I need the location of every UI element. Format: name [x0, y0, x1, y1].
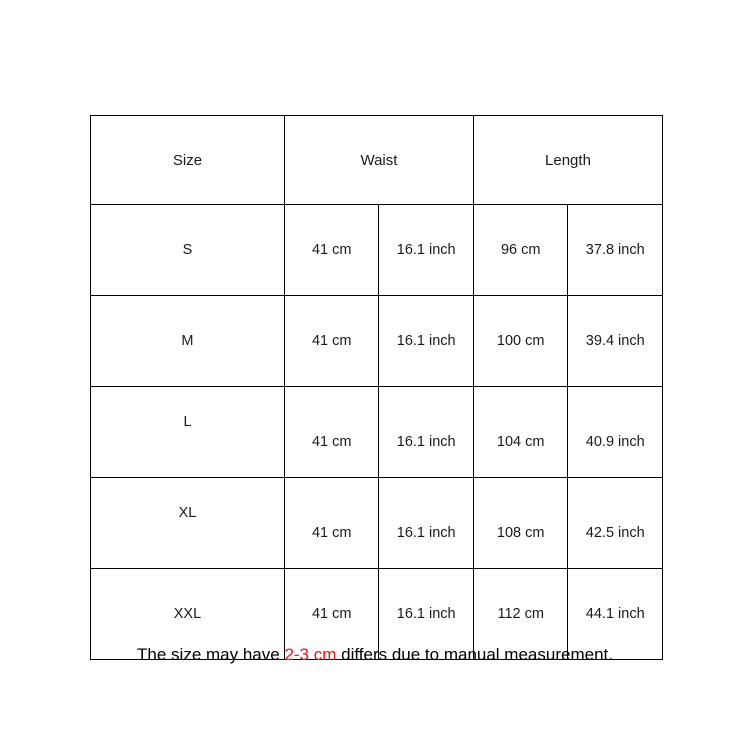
cell-length-cm: 100 cm [473, 296, 568, 387]
cell-waist-cm: 41 cm [284, 488, 379, 579]
cell-length-inch: 42.5 inch [568, 488, 663, 579]
cell-waist-cm: 41 cm [284, 569, 379, 660]
note-prefix: The size may have [137, 645, 285, 664]
cell-length-cm: 108 cm [473, 488, 568, 579]
table-header-row [91, 116, 663, 205]
cell-waist-inch: 16.1 inch [379, 569, 474, 660]
header-cell-waist: Waist [284, 116, 473, 205]
cell-waist-inch: 16.1 inch [379, 296, 474, 387]
cell-size: XL [91, 468, 285, 559]
table-row [91, 387, 663, 478]
cell-length-cm: 112 cm [473, 569, 568, 660]
cell-size: S [91, 205, 285, 296]
cell-waist-cm: 41 cm [284, 397, 379, 488]
table-row [91, 205, 663, 296]
cell-length-inch: 40.9 inch [568, 397, 663, 488]
table-row [91, 478, 663, 569]
cell-length-inch: 39.4 inch [568, 296, 663, 387]
note-suffix: differs due to manual measurement. [336, 645, 613, 664]
cell-size: M [91, 296, 285, 387]
cell-waist-cm: 41 cm [284, 205, 379, 296]
header-cell-length: Length [473, 116, 662, 205]
measurement-note [0, 645, 750, 665]
cell-waist-inch: 16.1 inch [379, 488, 474, 579]
cell-waist-inch: 16.1 inch [379, 205, 474, 296]
cell-waist-inch: 16.1 inch [379, 397, 474, 488]
note-highlight: 2-3 cm [284, 645, 337, 664]
cell-waist-cm: 41 cm [284, 296, 379, 387]
cell-length-inch: 44.1 inch [568, 569, 663, 660]
cell-length-cm: 96 cm [473, 205, 568, 296]
header-cell-size: Size [91, 116, 285, 205]
cell-size: L [91, 377, 285, 468]
size-chart-table-wrapper [90, 115, 663, 660]
table-row [91, 296, 663, 387]
cell-length-cm: 104 cm [473, 397, 568, 488]
size-chart-table [90, 115, 663, 660]
cell-size: XXL [91, 569, 285, 660]
cell-length-inch: 37.8 inch [568, 205, 663, 296]
